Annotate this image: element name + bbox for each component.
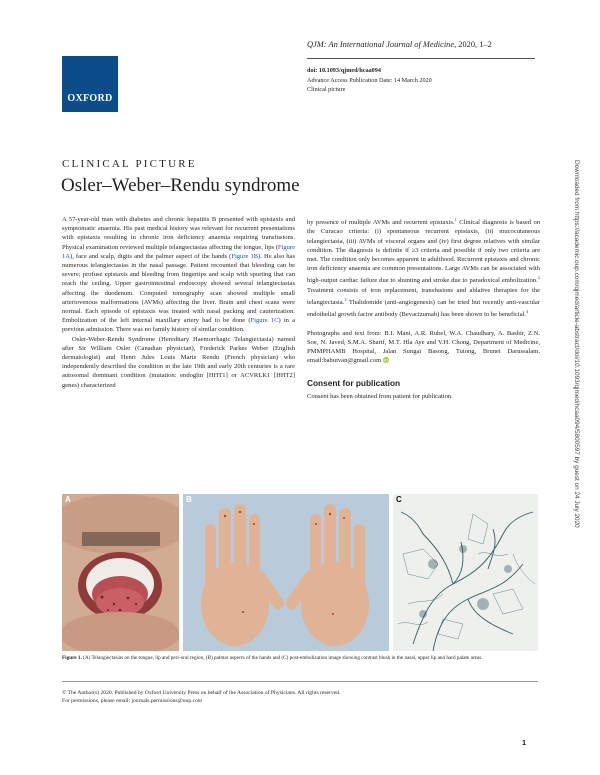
author-credits-text: Photographs and text from: B.I. Mani, A.R. Rubel, W.A. Chaudhary, A. Bashir, Z.N. Soe, N. Javed, S.M.A. Sharif, M.T. Hla Aye and V.H. Chong, Department of Medicine, PMMPHAMB Hospital, Jalan Sungai Basong, Tutong, Brunei Darussalam. email:babuivan@gmail.com	[307, 329, 540, 365]
body-text: ) in a previous admission. There was no family history of similar condition.	[62, 317, 296, 334]
reference-4-link[interactable]: 4	[526, 309, 529, 315]
author-credits	[307, 329, 540, 366]
article-type: Clinical picture	[307, 86, 346, 93]
panel-label-c: C	[396, 495, 402, 504]
mouth-photo	[62, 494, 179, 651]
download-notice-text: Downloaded from https://academic.oup.com/qjmed/article-abstract/doi/10.1093/qjmed/hcaa094/5800597 by guest on 24 July 2020	[573, 160, 580, 528]
copyright-notice: © The Author(s) 2020. Published by Oxford University Press on behalf of the Association of Physicians. All rights reserved.	[62, 690, 341, 696]
footer-rule	[62, 681, 538, 682]
journal-year-pages: , 2020, 1–2	[454, 40, 492, 49]
panel-label-a: A	[65, 495, 71, 504]
figure-caption	[62, 655, 540, 662]
hands-photo	[183, 494, 389, 651]
svg-text:iD: iD	[383, 357, 388, 363]
body-text: Clinical diagnosis is based on the Curacao criteria: (i) spontaneous recurrent epistaxis, (ii) mucocutaneous telangiectasia, (iii) AVMs of visceral organs and (iv) first degree relatives with similar condition. The diagnosis is definite if ≥3 criteria and possible if only two criteria are met. The condition only becomes apparent in adulthood. Recurrent epistaxis and chronic iron deficiency anaemia are common presentations. Large AVMs can be associated with high-output cardiac failure due to shunting and stroke due to paradoxical embolization.	[307, 219, 540, 285]
body-column-left	[62, 215, 295, 390]
reference-2-link[interactable]: 2	[537, 275, 540, 281]
download-notice	[565, 160, 585, 610]
body-text: ). He also has numerous telangiectasias in the nasal passage. Patient recounted that bleeding can be severe; profuse epistaxis and bleeding from fingertips and scalp with spurting that can reach the ceiling. Upper gastrointestinal endoscopy showed several telangiectasias affecting the duodenum. Computed tomography scan showed multiple small arteriovenous malformations (AVMs) affecting the liver. Brain and chest scans were normal. Each episode of epistaxis was treated with nasal packing and cauterization. Embolization of the left internal maxillary artery had to be done (	[62, 252, 296, 325]
section-label: CLINICAL PICTURE	[62, 158, 197, 170]
figure-panel-c	[393, 494, 538, 651]
footer	[62, 689, 340, 705]
page-number: 1	[522, 738, 527, 747]
oxford-logo: OXFORD	[62, 56, 118, 112]
body-paragraph	[62, 215, 295, 335]
figure-1b-link[interactable]: Figure 1B	[231, 252, 259, 260]
journal-citation	[307, 40, 492, 49]
consent-text: Consent has been obtained from patient for publication.	[307, 392, 453, 400]
body-text: Treatment consists of iron replacement, transfusions and ablative therapies for the telangiectasia.	[307, 286, 540, 307]
body-text: by presence of multiple AVMs and recurrent epistaxis.	[307, 219, 455, 227]
figure-caption-label: Figure 1.	[62, 655, 82, 661]
figure-panel-b	[183, 494, 389, 651]
article-title: Osler–Weber–Rendu syndrome	[61, 175, 300, 196]
figure-panel-a	[62, 494, 179, 651]
orcid-icon[interactable]	[383, 357, 389, 363]
figure-1c-link[interactable]: Figure 1C	[250, 317, 279, 325]
body-text: A 57-year-old man with diabetes and chronic hepatitis B presented with epistaxis and symptomatic anaemia. His past medical history was relevant for recurrent presentations with epistaxis resulting in chronic iron deficiency anaemia requiring transfusions. Physical examination reviewed multiple telangiectasias affecting the tongue, lips (	[62, 216, 295, 251]
figure-1a-link[interactable]: Figure 1A	[62, 243, 295, 260]
body-paragraph: Osler-Weber-Rendu Syndrome (Hereditary Haemorrhagic Telangiectasia) named after Sir William Osler (Canadian physician), Frederick Parkes Weber (English dermatologist) and Henri Jules Louis Marie Rendu (French physician) who independently described the condition in the late 19th and early 20th centuries is a rare autosomal dominant condition (mutation: endoglin [HHT1] or ACVRLK1 [HHT2] genes) characterized	[62, 335, 295, 389]
permissions-notice: For permissions, please email: journals.permissions@oup.com	[62, 698, 203, 705]
article-meta	[307, 66, 432, 95]
body-text: Thalidomide (anti-angiogenesis) can be tried but recently anti-vascular endothelial growth factor antibody (Bevacizumab) has been shown to be beneficial.	[307, 299, 540, 319]
journal-name: QJM: An International Journal of Medicine	[307, 40, 455, 49]
consent-heading: Consent for publication	[307, 377, 401, 388]
body-column-right	[307, 215, 540, 401]
doi[interactable]: doi: 10.1093/qjmed/hcaa094	[307, 67, 381, 74]
body-text: ), face and scalp, digits and the palmer aspect of the hands (	[70, 252, 232, 260]
panel-label-b: B	[186, 495, 192, 504]
advance-access-date: Advance Access Publication Date: 14 March 2020	[307, 76, 432, 84]
reference-1-link[interactable]: 1	[454, 217, 457, 222]
figure-caption-text: (A) Telangiectasias on the tongue, lip and peri-oral region, (B) palmar aspects of the hands and (C) post-embolization image showing contrast blush in the nasal, upper lip and hard palate areas.	[81, 655, 483, 661]
reference-3-link[interactable]: 3	[344, 296, 347, 302]
angiogram-image	[393, 494, 538, 651]
header-rule	[307, 58, 535, 59]
body-paragraph	[307, 215, 540, 320]
